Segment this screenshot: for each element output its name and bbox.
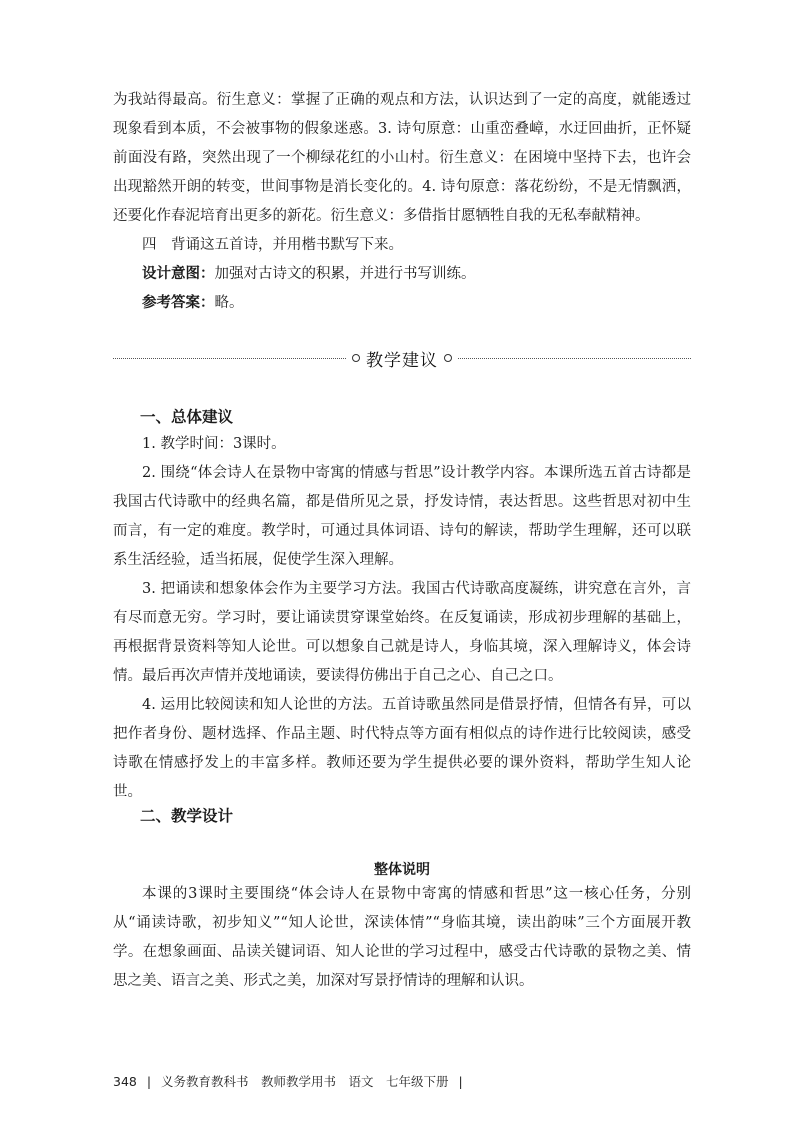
banner-dotted-line-left (113, 358, 346, 359)
design-intent-label: 设计意图： (142, 266, 215, 282)
section-heading-design: 二、教学设计 (140, 807, 234, 825)
reference-answer (113, 289, 691, 318)
section-heading-overall: 一、总体建议 (140, 408, 234, 426)
footer-separator: | (458, 1074, 463, 1089)
continuation-paragraph: 为我站得最高。衍生意义：掌握了正确的观点和方法，认识达到了一定的高度，就能透过现象看到本质，不会被事物的假象迷惑。3. 诗句原意：山重峦叠嶂，水迂回曲折，正怀疑前面没有路，突然出现了一个柳绿花红的小山村。衍生意义：在困境中坚持下去，也许会出现豁然开朗的转变，世间事物是消长变化的。4. 诗句原意：落花纷纷，不是无情飘洒，还要化作春泥培育出更多的新花。衍生意义：多借指甘愿牺牲自我的无私奉献精神。 (113, 92, 691, 224)
banner-title: 教学建议 (366, 350, 438, 371)
design-intent (113, 260, 691, 289)
page-number: 348 (113, 1074, 137, 1089)
section-banner (113, 346, 691, 370)
suggestion-item: 3. 把诵读和想象体会作为主要学习方法。我国古代诗歌高度凝练，讲究意在言外，言有尽而意无穷。学习时，要让诵读贯穿课堂始终。在反复诵读，形成初步理解的基础上，再根据背景资料等知人论世。可以想象自己就是诗人，身临其境，深入理解诗义，体会诗情。最后再次声情并茂地诵读，要读得仿佛出于自己之心、自己之口。 (113, 581, 691, 684)
reference-answer-label: 参考答案： (142, 295, 215, 311)
banner-dotted-line-right (458, 358, 691, 359)
suggestion-item: 4. 运用比较阅读和知人论世的方法。五首诗歌虽然同是借景抒情，但情各有异，可以把作者身份、题材选择、作品主题、时代特点等方面有相似点的诗作进行比较阅读，感受诗歌在情感抒发上的丰富多样。教师还要为学生提供必要的课外资料，帮助学生知人论世。 (113, 697, 691, 800)
exercise-four: 四 背诵这五首诗，并用楷书默写下来。 (142, 237, 403, 253)
footer-separator: | (146, 1074, 152, 1089)
overall-description-title: 整体说明 (374, 862, 430, 878)
circle-icon (352, 354, 360, 362)
overall-suggestions (113, 430, 691, 807)
book-series: 义务教育教科书 教师教学用书 语文 七年级下册 (161, 1074, 449, 1089)
description-paragraph: 本课的3课时主要围绕“体会诗人在景物中寄寓的情感和哲思”这一核心任务，分别从“诵读诗歌，初步知义”“知人论世，深读体情”“身临其境，读出韵味”三个方面展开教学。在想象画面、品读关键词语、知人论世的学习过程中，感受古代诗歌的景物之美、情思之美、语言之美、形式之美，加深对写景抒情诗的理解和认识。 (113, 886, 691, 989)
design-intent-text: 加强对古诗文的积累，并进行书写训练。 (214, 266, 476, 282)
top-continuation (113, 86, 691, 318)
suggestion-item: 2. 围绕“体会诗人在景物中寄寓的情感与哲思”设计教学内容。本课所选五首古诗都是我国古代诗歌中的经典名篇，都是借所见之景，抒发诗情，表达哲思。这些哲思对初中生而言，有一定的难度。教学时，可通过具体词语、诗句的解读，帮助学生理解，还可以联系生活经验，适当拓展，促使学生深入理解。 (113, 465, 691, 568)
overall-description (113, 880, 691, 996)
page-footer (113, 1072, 469, 1090)
suggestion-item: 1. 教学时间：3课时。 (142, 436, 286, 452)
reference-answer-text: 略。 (214, 295, 244, 311)
circle-icon (444, 354, 452, 362)
